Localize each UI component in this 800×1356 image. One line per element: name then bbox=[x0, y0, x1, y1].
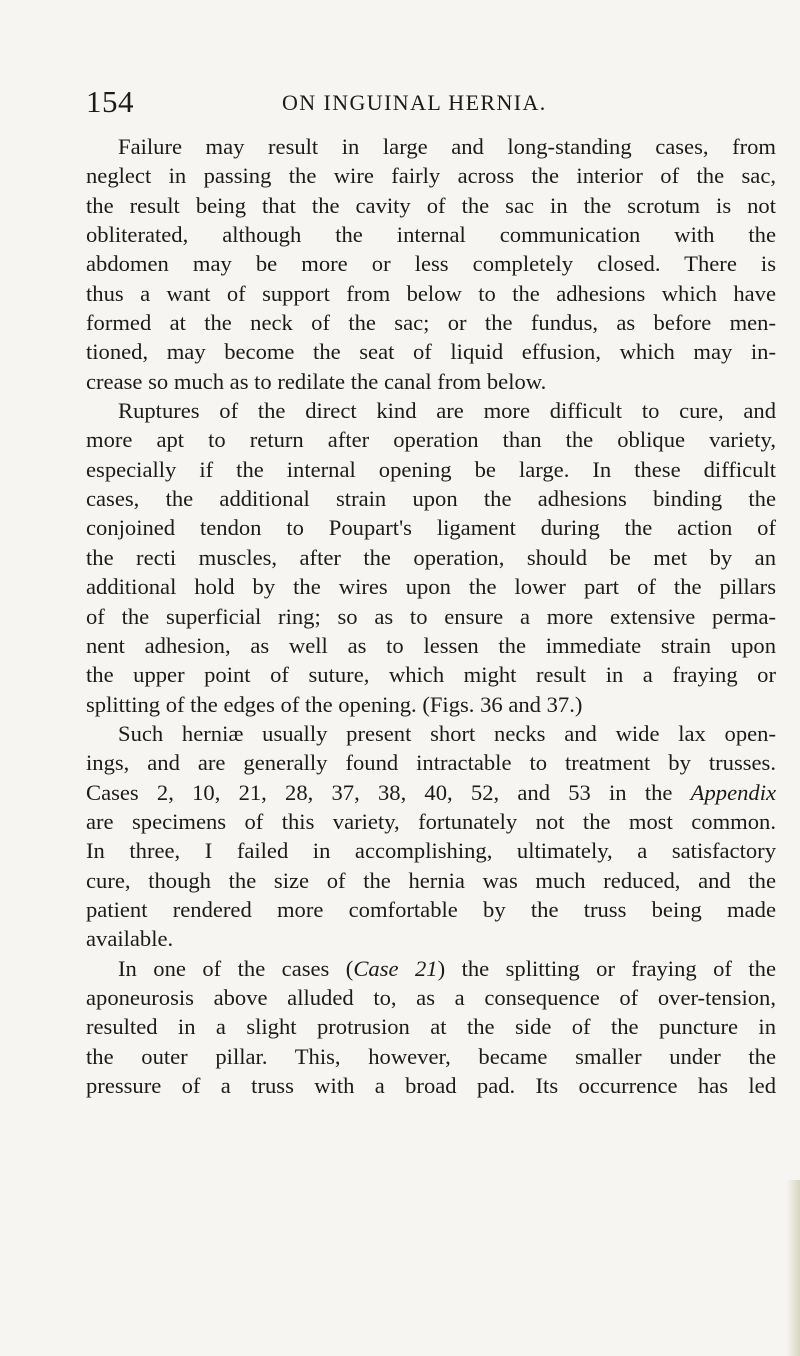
text-line: nent adhesion, as well as to lessen the immediate strain upon bbox=[86, 632, 776, 658]
text-line: pressure of a truss with a broad pad. Its occurrence has led bbox=[86, 1073, 776, 1098]
text-line: available. bbox=[86, 926, 174, 952]
text-line: the recti muscles, after the operation, should be met by an bbox=[86, 544, 776, 570]
text-line-with-italic bbox=[86, 954, 776, 983]
text-line: obliterated, although the internal communication with the bbox=[86, 222, 776, 248]
text-line: of the superficial ring; so as to ensure a more extensive perma- bbox=[86, 603, 776, 629]
italic-appendix: Appendix bbox=[690, 779, 776, 805]
text-line: tioned, may become the seat of liquid effusion, which may in- bbox=[86, 339, 776, 365]
text-line: resulted in a slight protrusion at the side of the puncture in bbox=[86, 1014, 776, 1040]
text-line: Such herniæ usually present short necks and wide lax open- bbox=[118, 720, 776, 746]
page-number: 154 bbox=[86, 84, 134, 119]
text-line: ings, and are generally found intractable to treatment by trusses. bbox=[86, 750, 776, 776]
text-line: aponeurosis above alluded to, as a consequence of over-tension, bbox=[86, 984, 776, 1010]
text-line: Failure may result in large and long-standing cases, from bbox=[118, 134, 776, 159]
text-line: more apt to return after operation than the oblique variety, bbox=[86, 427, 776, 453]
page-header bbox=[86, 84, 776, 124]
text-line: Ruptures of the direct kind are more difficult to cure, and bbox=[118, 398, 776, 424]
text-fragment: ) the splitting or fraying of the bbox=[437, 955, 777, 981]
text-line: cases, the additional strain upon the adhesions binding the bbox=[86, 486, 776, 512]
italic-case-21: Case 21 bbox=[353, 955, 438, 981]
text-fragment: In one of the cases ( bbox=[118, 955, 354, 981]
text-line: In three, I failed in accomplishing, ultimately, a satisfactory bbox=[86, 838, 776, 864]
text-line: are specimens of this variety, fortunately not the most common. bbox=[86, 808, 776, 834]
text-line: thus a want of support from below to the adhesions which have bbox=[86, 280, 776, 306]
text-line: cure, though the size of the hernia was much reduced, and the bbox=[86, 867, 776, 893]
text-line: splitting of the edges of the opening. (Figs. 36 and 37.) bbox=[86, 691, 583, 717]
text-fragment: Cases 2, 10, 21, 28, 37, 38, 40, 52, and 53 in the bbox=[86, 779, 673, 805]
text-line: patient rendered more comfortable by the truss being made bbox=[86, 896, 776, 922]
text-line: abdomen may be more or less completely closed. There is bbox=[86, 251, 776, 277]
text-line: the outer pillar. This, however, became smaller under the bbox=[86, 1043, 776, 1069]
text-line: crease so much as to redilate the canal from below. bbox=[86, 368, 547, 394]
text-line: the upper point of suture, which might result in a fraying or bbox=[86, 662, 776, 688]
body-text bbox=[86, 132, 776, 1100]
text-line: formed at the neck of the sac; or the fundus, as before men- bbox=[86, 310, 776, 336]
text-line: additional hold by the wires upon the lower part of the pillars bbox=[86, 574, 776, 600]
text-line: conjoined tendon to Poupart's ligament during the action of bbox=[86, 515, 776, 541]
text-line: the result being that the cavity of the sac in the scrotum is not bbox=[86, 192, 776, 218]
text-line: neglect in passing the wire fairly across the interior of the sac, bbox=[86, 163, 776, 189]
text-line-with-italic bbox=[86, 778, 776, 807]
page-edge-shadow bbox=[786, 1180, 800, 1356]
text-line: especially if the internal opening be large. In these difficult bbox=[86, 456, 776, 482]
running-head: ON INGUINAL HERNIA. bbox=[282, 90, 547, 115]
